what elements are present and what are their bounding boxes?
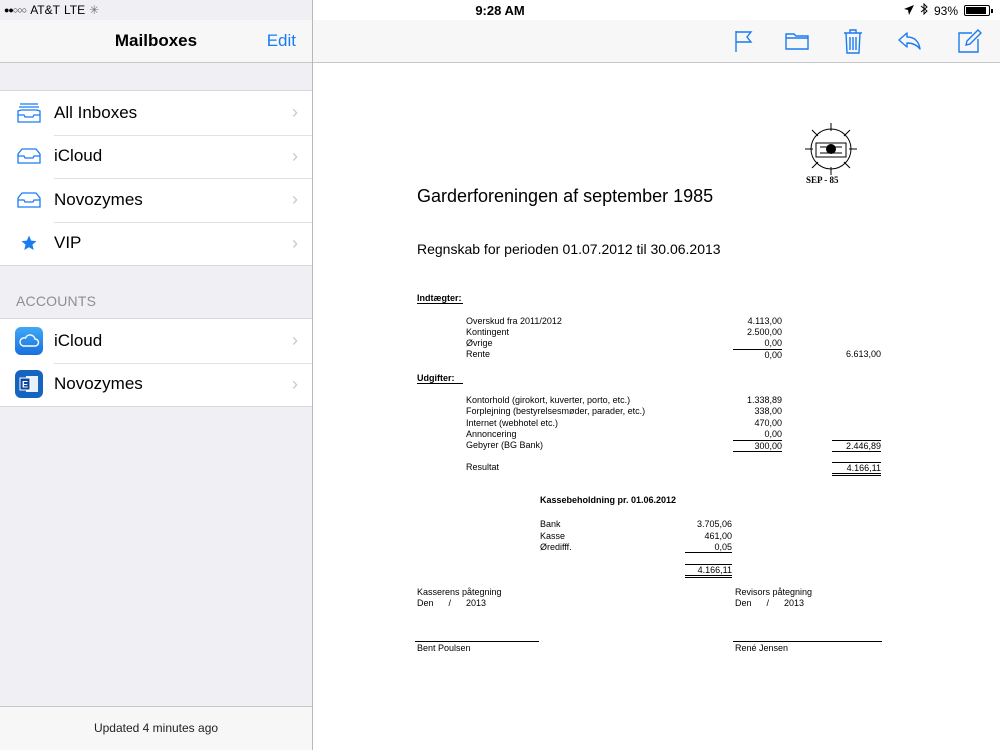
sidebar-title: Mailboxes <box>114 31 198 50</box>
message-detail-pane <box>313 0 1000 750</box>
accounts-list <box>0 318 312 407</box>
sidebar-footer <box>0 706 312 750</box>
trash-icon <box>840 28 866 54</box>
location-arrow-icon <box>904 4 914 18</box>
expenses-header: Udgifter: <box>417 373 463 384</box>
income-label: Kontingent <box>466 327 510 337</box>
mailboxes-sidebar <box>0 0 313 750</box>
signature-right-date: Den / 2013 <box>735 598 805 608</box>
compose-button[interactable] <box>956 28 982 54</box>
account-label: Novozymes <box>54 374 143 394</box>
expense-label: Kontorhold (girokort, kuverter, porto, etc.) <box>466 395 631 405</box>
network-type: LTE <box>63 3 86 17</box>
mailboxes-list <box>0 90 312 266</box>
mailbox-item-icloud[interactable] <box>0 135 312 179</box>
attachment-document <box>313 63 1000 750</box>
expense-value: 470,00 <box>754 418 782 428</box>
expense-label: Internet (webhotel etc.) <box>466 418 559 428</box>
move-to-folder-button[interactable] <box>784 28 810 54</box>
mailbox-label: VIP <box>54 233 82 253</box>
signature-left-title: Kasserens påtegning <box>417 587 502 597</box>
expense-label: Gebyrer (BG Bank) <box>466 440 544 450</box>
star-icon <box>15 229 43 257</box>
signature-right-title: Revisors påtegning <box>735 587 813 597</box>
chevron-right-icon: › <box>292 102 298 123</box>
account-label: iCloud <box>54 330 103 350</box>
mailbox-label: iCloud <box>54 146 103 166</box>
logo-caption: SEP - 85 <box>806 175 839 185</box>
flag-icon <box>730 28 756 54</box>
income-value: 0,00 <box>733 349 782 360</box>
result-value: 4.166,11 <box>832 462 881 476</box>
income-label: Rente <box>466 349 491 359</box>
chevron-right-icon: › <box>292 330 298 351</box>
expense-label: Forplejning (bestyrelsesmøder, parader, etc.) <box>466 406 646 416</box>
edit-button[interactable]: Edit <box>266 31 296 50</box>
status-time: 9:28 AM <box>475 3 525 18</box>
income-value: 2.500,00 <box>746 327 782 337</box>
expense-value: 0,00 <box>764 429 782 439</box>
status-right <box>904 3 990 18</box>
chevron-right-icon: › <box>292 189 298 210</box>
reply-icon <box>896 28 922 54</box>
svg-text:E: E <box>21 379 29 390</box>
icloud-icon <box>15 327 43 355</box>
message-toolbar <box>313 20 1000 63</box>
chevron-right-icon: › <box>292 145 298 166</box>
folder-icon <box>784 28 810 54</box>
bluetooth-icon <box>920 3 928 18</box>
expense-value: 1.338,89 <box>746 395 782 405</box>
cash-value: 461,00 <box>704 531 732 541</box>
status-bar <box>0 0 1000 20</box>
battery-icon <box>964 5 990 16</box>
document-subtitle: Regnskab for perioden 01.07.2012 til 30.06.2013 <box>417 241 721 257</box>
exchange-icon <box>15 370 43 398</box>
income-value: 4.113,00 <box>747 316 782 326</box>
mailbox-label: All Inboxes <box>54 102 138 122</box>
cash-label: Bank <box>540 519 561 529</box>
cash-value: 0,05 <box>685 542 732 553</box>
sidebar-nav-bar <box>0 20 312 63</box>
income-total: 6.613,00 <box>845 349 881 359</box>
expense-label: Annoncering <box>466 429 517 439</box>
signature-line-left <box>415 641 539 642</box>
income-value: 0,00 <box>764 338 782 348</box>
result-label: Resultat <box>466 462 500 472</box>
cash-label: Kasse <box>540 531 566 541</box>
cash-header: Kassebeholdning pr. 01.06.2012 <box>540 495 677 505</box>
account-item-icloud[interactable] <box>0 319 312 363</box>
signal-strength-icon: ●●○○○ <box>4 5 27 15</box>
signature-left-date: Den / 2013 <box>417 598 487 608</box>
income-label: Øvrige <box>466 338 493 348</box>
cash-value: 3.705,06 <box>696 519 732 529</box>
signature-right-name: René Jensen <box>735 643 789 653</box>
inbox-icon <box>15 186 43 214</box>
cash-label: Øredifff. <box>540 542 572 552</box>
mailbox-item-novozymes[interactable] <box>0 178 312 222</box>
inbox-icon <box>15 142 43 170</box>
reply-button[interactable] <box>896 28 922 54</box>
document-title: Garderforeningen af september 1985 <box>417 186 714 206</box>
compose-icon <box>956 28 982 54</box>
chevron-right-icon: › <box>292 373 298 394</box>
delete-button[interactable] <box>840 28 866 54</box>
mailbox-item-vip[interactable] <box>0 222 312 266</box>
mailbox-item-all-inboxes[interactable] <box>0 91 312 135</box>
expenses-total: 2.446,89 <box>832 440 881 452</box>
signature-line-right <box>733 641 882 642</box>
all-inboxes-icon <box>15 99 43 127</box>
mailbox-label: Novozymes <box>54 189 143 209</box>
battery-percent: 93% <box>933 3 958 18</box>
chevron-right-icon: › <box>292 232 298 253</box>
activity-spinner-icon: ✳ <box>89 3 100 17</box>
account-item-novozymes[interactable] <box>0 363 312 407</box>
flag-button[interactable] <box>730 28 756 54</box>
accounts-section-header: ACCOUNTS <box>16 293 97 309</box>
expense-value: 300,00 <box>733 440 782 452</box>
update-status-text: Updated 4 minutes ago <box>93 721 219 735</box>
cash-total: 4.166,11 <box>685 564 732 578</box>
signature-left-name: Bent Poulsen <box>417 643 471 653</box>
carrier-name: AT&T <box>30 3 60 17</box>
income-label: Overskud fra 2011/2012 <box>466 316 562 326</box>
expense-value: 338,00 <box>754 406 782 416</box>
income-header: Indtægter: <box>417 293 462 303</box>
